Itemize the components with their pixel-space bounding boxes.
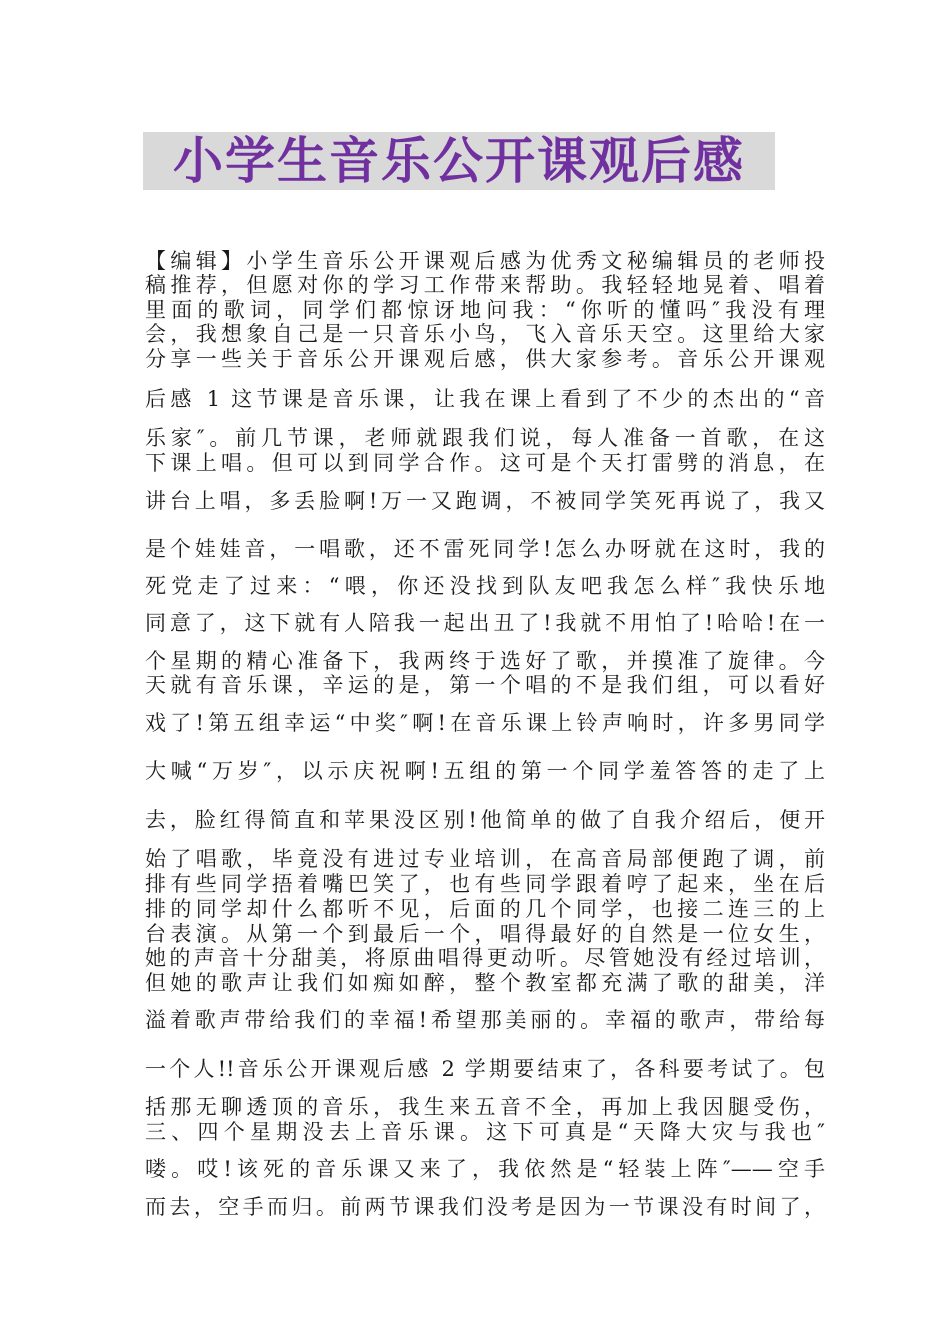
body-line: 排的同学却什么都听不见，后面的几个同学，也接二连三的上 <box>145 897 825 921</box>
body-line: 会，我想象自己是一只音乐小鸟，飞入音乐天空。这里给大家 <box>145 322 825 346</box>
body-line: 乐家″。前几节课，老师就跟我们说，每人准备一首歌，在这 <box>145 426 825 450</box>
body-line: 大喊“万岁″，以示庆祝啊!五组的第一个同学羞答答的走了上 <box>145 759 825 783</box>
body-line: 讲台上唱，多丢脸啊!万一又跑调，不被同学笑死再说了，我又 <box>145 489 825 513</box>
body-line: 排有些同学捂着嘴巴笑了，也有些同学跟着哼了起来，坐在后 <box>145 872 825 896</box>
body-line: 是个娃娃音，一唱歌，还不雷死同学!怎么办呀就在这时，我的 <box>145 537 825 561</box>
body-line: 她的声音十分甜美，将原曲唱得更动听。尽管她没有经过培训， <box>145 946 825 970</box>
body-line: 死党走了过来：“喂，你还没找到队友吧我怎么样″我快乐地 <box>145 574 825 598</box>
body-line: 而去，空手而归。前两节课我们没考是因为一节课没有时间了， <box>145 1195 825 1219</box>
body-line: 【编辑】小学生音乐公开课观后感为优秀文秘编辑员的老师投 <box>145 249 825 273</box>
body-line: 括那无聊透顶的音乐，我生来五音不全，再加上我因腿受伤， <box>145 1095 825 1119</box>
body-line: 里面的歌词，同学们都惊讶地问我：“你听的懂吗″我没有理 <box>145 298 825 322</box>
body-line: 个星期的精心准备下，我两终于选好了歌，并摸准了旋律。今 <box>145 649 825 673</box>
body-line: 三、四个星期没去上音乐课。这下可真是“天降大灾与我也″ <box>145 1120 825 1144</box>
body-line: 台表演。从第一个到最后一个，唱得最好的自然是一位女生， <box>145 922 825 946</box>
body-line: 同意了，这下就有人陪我一起出丑了!我就不用怕了!哈哈!在一 <box>145 611 825 635</box>
body-line: 但她的歌声让我们如痴如醉，整个教室都充满了歌的甜美，洋 <box>145 971 825 995</box>
body-line: 始了唱歌，毕竟没有进过专业培训，在高音局部便跑了调，前 <box>145 847 825 871</box>
body-line: 分享一些关于音乐公开课观后感，供大家参考。音乐公开课观 <box>145 347 825 371</box>
body-line: 去，脸红得简直和苹果没区别!他简单的做了自我介绍后，便开 <box>145 808 825 832</box>
body-line: 喽。哎!该死的音乐课又来了，我依然是“轻装上阵″——空手 <box>145 1157 825 1181</box>
body-line: 稿推荐，但愿对你的学习工作带来帮助。我轻轻地晃着、唱着 <box>145 273 825 297</box>
body-line: 一个人!!音乐公开课观后感 2 学期要结束了，各科要考试了。包 <box>145 1057 825 1081</box>
document-title: 小学生音乐公开课观后感 <box>173 132 745 190</box>
body-line: 戏了!第五组幸运“中奖″啊!在音乐课上铃声响时，许多男同学 <box>145 711 825 735</box>
body-line: 天就有音乐课，辛运的是，第一个唱的不是我们组，可以看好 <box>145 673 825 697</box>
title-highlight <box>143 132 775 190</box>
body-line: 溢着歌声带给我们的幸福!希望那美丽的。幸福的歌声，带给每 <box>145 1008 825 1032</box>
body-line: 下课上唱。但可以到同学合作。这可是个天打雷劈的消息，在 <box>145 451 825 475</box>
body-line: 后感 1 这节课是音乐课，让我在课上看到了不少的杰出的“音 <box>145 387 825 411</box>
